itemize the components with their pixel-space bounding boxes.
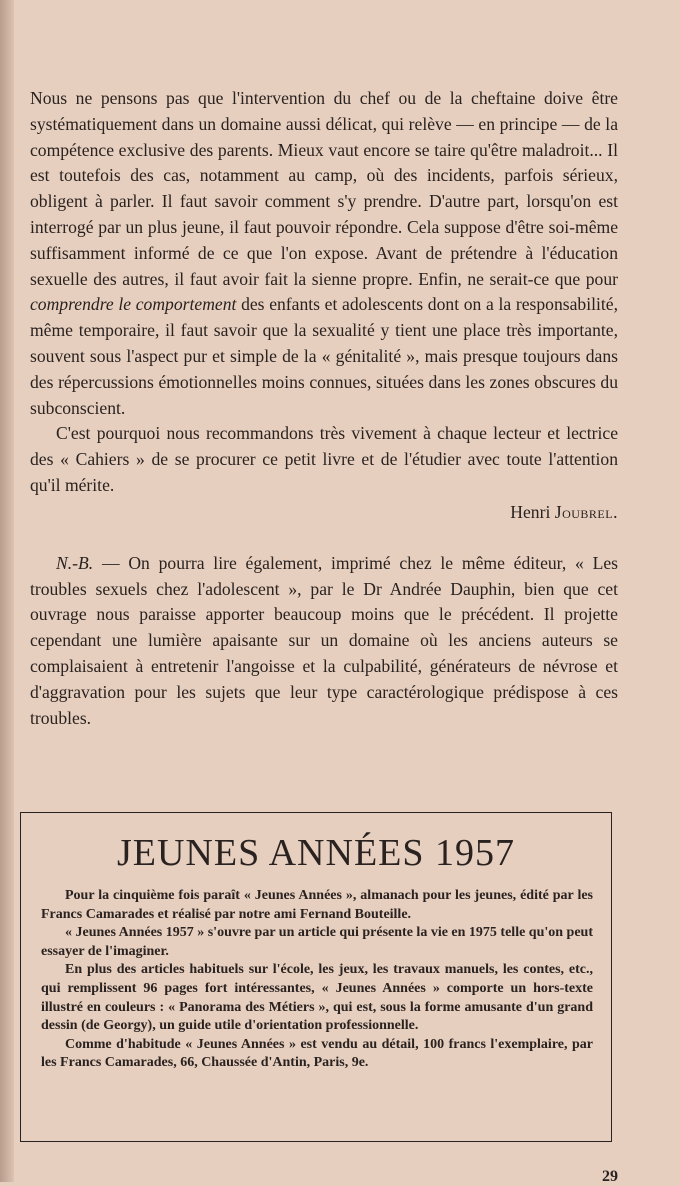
announcement-paragraph: Pour la cinquième fois paraît « Jeunes Années », almanach pour les jeunes, édité par les Francs Camarades et réalisé par notre ami Fernand Bouteille. bbox=[41, 888, 593, 922]
article-paragraph-1 bbox=[30, 86, 618, 421]
page-binding-edge bbox=[0, 0, 14, 1182]
note-paragraph bbox=[30, 551, 618, 732]
paragraph-1-text-b: des enfants et adolescents dont on a la responsabilité, même temporaire, il faut savoir que la sexualité y tient une place très importante, souvent sous l'aspect pur et simple de la « génitalité », mais presque toujours dans des répercussions émotionnelles moins connues, situées dans les zones obscures du subconscient. bbox=[30, 294, 618, 418]
announcement-paragraph: En plus des articles habituels sur l'école, les jeux, les travaux manuels, les contes, etc., qui remplissent 96 pages fort intéressantes, « Jeunes Années » comporte un hors-texte illustré en couleurs : « Panorama des Métiers », qui est, sous la forme amusante d'un grand dessin (de Georgy), un guide utile d'orientation professionnelle. bbox=[41, 962, 593, 1034]
announcement-title: JEUNES ANNÉES 1957 bbox=[116, 832, 516, 874]
page-number: 29 bbox=[602, 1168, 618, 1185]
announcement-paragraph: Comme d'habitude « Jeunes Années » est vendu au détail, 100 francs l'exemplaire, par les Francs Camarades, 66, Chaussée d'Antin, Paris, 9e. bbox=[41, 1036, 593, 1071]
article-body bbox=[30, 86, 618, 731]
signature-last-name: Joubrel. bbox=[554, 501, 618, 522]
announcement-paragraph: « Jeunes Années 1957 » s'ouvre par un article qui présente la vie en 1975 telle qu'on peut essayer de l'imaginer. bbox=[41, 925, 593, 959]
note-text: — On pourra lire également, imprimé chez le même éditeur, « Les troubles sexuels chez l'adolescent », par le Dr Andrée Dauphin, bien que cet ouvrage nous paraisse apporter beaucoup moins que le précédent. Il projette cependant une lumière apaisante sur un domaine où les anciens auteurs se complaisaient à entretenir l'angoisse et la culpabilité, générateurs de névrose et d'aggravation pour les sujets que leur type caractérologique prédispose à ces troubles. bbox=[30, 552, 618, 728]
signature-first-name: Henri bbox=[510, 501, 551, 522]
signature bbox=[30, 499, 618, 525]
note-label: N.-B. bbox=[56, 552, 94, 573]
article-paragraph-2: C'est pourquoi nous recommandons très vivement à chaque lecteur et lectrice des « Cahiers » de se procurer ce petit livre et de l'étudier avec toute l'attention qu'il mérite. bbox=[30, 423, 618, 495]
announcement-body bbox=[41, 887, 593, 1073]
announcement-box bbox=[20, 812, 612, 1142]
paragraph-1-text-a: Nous ne pensons pas que l'intervention du chef ou de la cheftaine doive être systématiquement dans un domaine aussi délicat, qui relève — en principe — de la compétence exclusive des parents. Mieux vaut encore se taire qu'être maladroit... Il est toutefois des cas, notamment au camp, où des incidents, parfois sérieux, obligent à parler. Il faut savoir comment s'y prendre. D'autre part, lorsqu'on est interrogé par un plus jeune, il faut pouvoir répondre. Cela suppose d'être soi-même suffisamment informé de ce que l'on expose. Avant de prétendre à l'éducation sexuelle des autres, il faut avoir fait la sienne propre. Enfin, ne serait-ce que pour bbox=[30, 88, 618, 289]
emphasized-phrase: comprendre le comportement bbox=[30, 294, 237, 315]
